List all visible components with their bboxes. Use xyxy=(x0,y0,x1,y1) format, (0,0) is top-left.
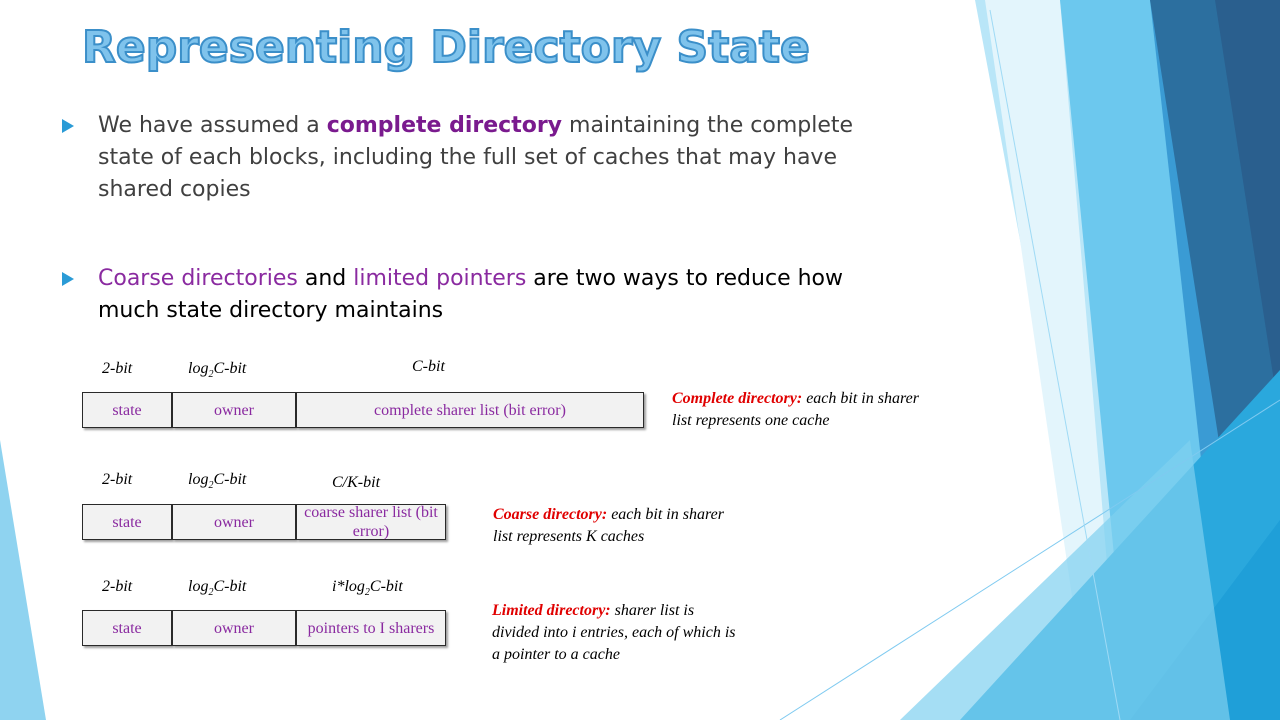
note-title: Coarse directory: xyxy=(493,506,608,523)
box-state: state xyxy=(82,392,172,428)
bullet1-highlight: complete directory xyxy=(326,113,563,138)
box-state: state xyxy=(82,610,172,646)
slide-title: Representing Directory State xyxy=(82,22,810,73)
note-text: each bit in sharer list represents K caches xyxy=(493,506,724,545)
label-sub: 2 xyxy=(208,480,214,492)
bullet-complete-directory xyxy=(62,110,882,206)
label-log: log xyxy=(188,471,209,488)
label-owner-bits xyxy=(188,578,246,598)
box-state: state xyxy=(82,504,172,540)
label-sharer-bits xyxy=(332,578,403,598)
note-coarse-directory xyxy=(493,504,743,548)
label-log: log xyxy=(188,578,209,595)
label-ilog: i*log xyxy=(332,578,365,595)
note-limited-directory xyxy=(492,600,742,666)
box-sharer-list: complete sharer list (bit error) xyxy=(296,392,644,428)
label-state-bits: 2-bit xyxy=(102,578,133,595)
note-text: each bit in sharer list represents one cache xyxy=(672,390,919,429)
bullet2-mid: and xyxy=(297,266,354,291)
bullet1-post: maintaining the complete state of each blocks, including the full set of caches that may have shared copies xyxy=(98,113,854,202)
bullet2-post: are two ways to reduce how much state directory maintains xyxy=(98,266,843,323)
label-sharer-bits: C-bit xyxy=(412,358,445,375)
label-cbit: C-bit xyxy=(213,360,247,377)
left-accent-strip xyxy=(0,440,46,720)
label-state-bits: 2-bit xyxy=(102,471,133,488)
label-sharer-bits: C/K-bit xyxy=(332,474,381,491)
bullet-arrow-icon xyxy=(62,272,74,286)
box-owner: owner xyxy=(172,392,296,428)
bullet2-highlight1: Coarse directories xyxy=(98,266,298,291)
box-sharer-list: coarse sharer list (bit error) xyxy=(296,504,446,540)
label-cbit: C-bit xyxy=(369,578,403,595)
bullet-text xyxy=(98,110,898,206)
label-sub: 2 xyxy=(208,587,214,599)
bullet2-highlight2: limited pointers xyxy=(353,266,527,291)
label-state-bits: 2-bit xyxy=(102,360,133,377)
label-log: log xyxy=(188,360,209,377)
label-owner-bits xyxy=(188,471,246,491)
box-pointers: pointers to I sharers xyxy=(296,610,446,646)
label-owner-bits xyxy=(188,360,246,380)
bullet-text xyxy=(98,263,898,327)
box-owner: owner xyxy=(172,504,296,540)
note-title: Complete directory: xyxy=(672,390,803,407)
label-cbit: C-bit xyxy=(213,578,247,595)
bullet-arrow-icon xyxy=(62,119,74,133)
note-title: Limited directory: xyxy=(492,602,611,619)
box-owner: owner xyxy=(172,610,296,646)
label-sub: 2 xyxy=(208,369,214,381)
label-sub: 2 xyxy=(364,587,370,599)
note-text: sharer list is divided into i entries, each of which is a pointer to a cache xyxy=(492,602,736,663)
label-cbit: C-bit xyxy=(213,471,247,488)
bullet1-pre: We have assumed a xyxy=(98,113,327,138)
note-complete-directory xyxy=(672,388,932,432)
bullet-coarse-limited xyxy=(62,263,882,327)
